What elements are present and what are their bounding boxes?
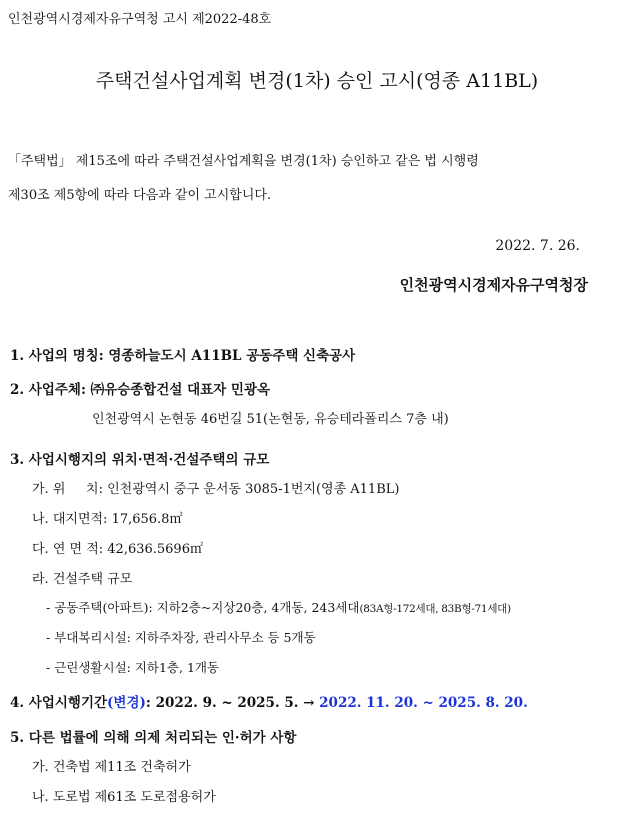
- section-3-location: 가. 위 치: 인천광역시 중구 운서동 3085-1번지(영종 A11BL): [32, 482, 400, 497]
- intro-line-1: 「주택법」 제15조에 따라 주택건설사업계획을 변경(1차) 승인하고 같은 법 시행령: [8, 154, 479, 169]
- section-5-road-permit: 나. 도로법 제61조 도로점용허가: [32, 790, 216, 805]
- section-3-apartment-row: [46, 598, 511, 616]
- section-2-project-owner: 2. 사업주체: ㈜유승종합건설 대표자 민광옥: [10, 382, 271, 398]
- section-2-owner-address: 인천광역시 논현동 46번길 51(논현동, 유승테라폴리스 7층 내): [92, 412, 449, 427]
- apartment-unit-breakdown: (83A형-172세대, 83B형-71세대): [359, 603, 511, 615]
- section-5-building-permit: 가. 건축법 제11조 건축허가: [32, 760, 191, 775]
- section-3-retail-facilities: - 근린생활시설: 지하1층, 1개동: [46, 660, 220, 675]
- notice-date: 2022. 7. 26.: [495, 238, 580, 254]
- section-4-changed-mark: (변경): [107, 695, 146, 711]
- issuing-office: 인천광역시경제자유구역청장: [399, 276, 588, 294]
- apartment-summary: - 공동주택(아파트): 지하2층~지상20층, 4개동, 243세대: [46, 600, 360, 615]
- section-3-amenity-facilities: - 부대복리시설: 지하주차장, 관리사무소 등 5개동: [46, 630, 316, 645]
- section-4-old-period: : 2022. 9. ~ 2025. 5. →: [145, 695, 315, 711]
- notice-number: 인천광역시경제자유구역청 고시 제2022-48호: [8, 12, 272, 27]
- section-1-project-name: 1. 사업의 명칭: 영종하늘도시 A11BL 공동주택 신축공사: [10, 348, 356, 364]
- section-5-heading: 5. 다른 법률에 의해 의제 처리되는 인·허가 사항: [10, 730, 297, 746]
- section-4-period: [10, 691, 528, 711]
- section-3-floor-area: 다. 연 면 적: 42,636.5696㎡: [32, 542, 203, 557]
- section-3-heading: 3. 사업시행지의 위치·면적·건설주택의 규모: [10, 452, 270, 468]
- section-3-site-area: 나. 대지면적: 17,656.8㎡: [32, 512, 183, 527]
- intro-line-2: 제30조 제5항에 따라 다음과 같이 고시합니다.: [8, 188, 272, 203]
- notice-title: 주택건설사업계획 변경(1차) 승인 고시(영종 A11BL): [95, 70, 539, 92]
- section-3-housing-scale: 라. 건설주택 규모: [32, 572, 133, 587]
- section-4-label: 4. 사업시행기간: [10, 695, 108, 711]
- section-4-new-period: 2022. 11. 20. ~ 2025. 8. 20.: [319, 695, 528, 711]
